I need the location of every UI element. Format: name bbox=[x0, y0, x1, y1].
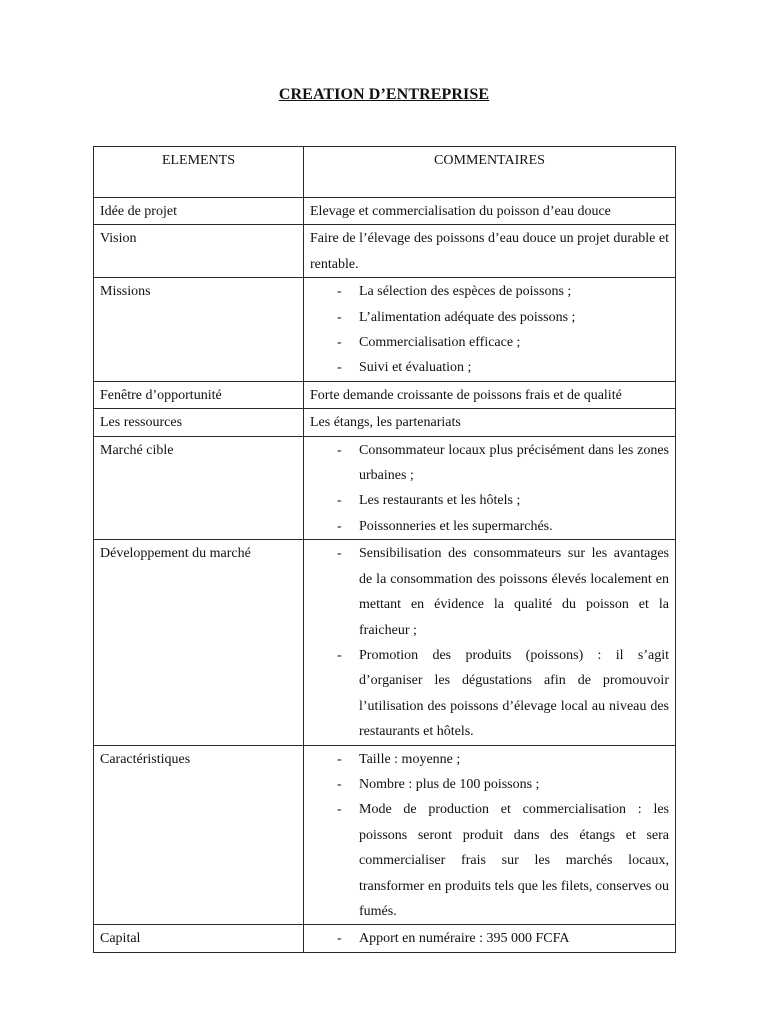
row-label-missions: Missions bbox=[94, 278, 304, 382]
dash-bullet: - bbox=[337, 309, 342, 325]
list-item bbox=[310, 643, 669, 745]
dash-bullet: - bbox=[337, 802, 342, 818]
list-item bbox=[310, 305, 669, 330]
list-item-text: Mode de production et commercialisation : les poissons seront produit dans des étangs et sera commercialiser frais sur les marchés locaux, transformer en produits tels que les filets, conserves ou fumés. bbox=[359, 802, 669, 919]
dash-bullet: - bbox=[337, 360, 342, 376]
document-title: CREATION D’ENTREPRISE bbox=[278, 86, 490, 103]
list-item-text: Consommateur locaux plus précisément dans les zones urbaines ; bbox=[359, 442, 669, 484]
dash-bullet: - bbox=[337, 647, 342, 663]
dash-bullet: - bbox=[337, 442, 342, 458]
table-row bbox=[94, 198, 676, 225]
list-item-text: Promotion des produits (poissons) : il s’agit d’organiser les dégustations afin de promouvoir l’utilisation des poissons d’élevage local au niveau des restaurants et hôtels. bbox=[359, 647, 669, 740]
row-label-marche-cible: Marché cible bbox=[94, 436, 304, 540]
list-item-text: Taille : moyenne ; bbox=[359, 751, 461, 767]
row-label-fenetre: Fenêtre d’opportunité bbox=[94, 381, 304, 408]
row-label-ressources: Les ressources bbox=[94, 409, 304, 436]
list-item-text: Poissonneries et les supermarchés. bbox=[359, 518, 553, 534]
table-row bbox=[94, 436, 676, 540]
table-row bbox=[94, 409, 676, 436]
row-label-developpement: Développement du marché bbox=[94, 540, 304, 745]
list-item bbox=[310, 355, 669, 380]
table-row bbox=[94, 925, 676, 952]
list-item-text: L’alimentation adéquate des poissons ; bbox=[359, 309, 576, 325]
table-header-row bbox=[94, 147, 676, 198]
dash-bullet: - bbox=[337, 335, 342, 351]
dash-bullet: - bbox=[337, 284, 342, 300]
list-item-text: Les restaurants et les hôtels ; bbox=[359, 493, 521, 509]
row-label-capital: Capital bbox=[94, 925, 304, 952]
row-text-idee: Elevage et commercialisation du poisson d’eau douce bbox=[304, 198, 676, 225]
list-item bbox=[310, 514, 669, 539]
row-list-missions bbox=[304, 278, 676, 382]
list-item-text: Commercialisation efficace ; bbox=[359, 335, 521, 351]
table-row bbox=[94, 745, 676, 925]
row-text-ressources: Les étangs, les partenariats bbox=[304, 409, 676, 436]
row-list-marche-cible bbox=[304, 436, 676, 540]
row-list-capital bbox=[304, 925, 676, 952]
list-item bbox=[310, 772, 669, 797]
list-item-text: Nombre : plus de 100 poissons ; bbox=[359, 776, 540, 792]
dash-bullet: - bbox=[337, 931, 342, 947]
dash-bullet: - bbox=[337, 776, 342, 792]
row-text-fenetre: Forte demande croissante de poissons frais et de qualité bbox=[304, 381, 676, 408]
list-item-text: Apport en numéraire : 395 000 FCFA bbox=[359, 931, 570, 947]
row-label-idee: Idée de projet bbox=[94, 198, 304, 225]
list-item bbox=[310, 747, 669, 772]
table-row bbox=[94, 540, 676, 745]
business-table bbox=[93, 146, 676, 953]
list-item bbox=[310, 330, 669, 355]
list-item-text: Sensibilisation des consommateurs sur les avantages de la consommation des poissons élevés localement en mettant en évidence la qualité du poisson et la fraicheur ; bbox=[359, 546, 669, 638]
row-list-developpement bbox=[304, 540, 676, 745]
header-elements: ELEMENTS bbox=[94, 147, 304, 198]
list-item-text: La sélection des espèces de poissons ; bbox=[359, 284, 572, 300]
dash-bullet: - bbox=[337, 751, 342, 767]
list-item bbox=[310, 541, 669, 643]
list-item bbox=[310, 279, 669, 304]
row-text-vision: Faire de l’élevage des poissons d’eau douce un projet durable et rentable. bbox=[304, 225, 676, 278]
dash-bullet: - bbox=[337, 518, 342, 534]
table-row bbox=[94, 225, 676, 278]
table-row bbox=[94, 381, 676, 408]
row-list-caracteristiques bbox=[304, 745, 676, 925]
table-row bbox=[94, 278, 676, 382]
list-item bbox=[310, 926, 669, 951]
dash-bullet: - bbox=[337, 493, 342, 509]
list-item-text: Suivi et évaluation ; bbox=[359, 360, 472, 376]
list-item bbox=[310, 488, 669, 513]
dash-bullet: - bbox=[337, 546, 342, 562]
row-label-vision: Vision bbox=[94, 225, 304, 278]
row-label-caracteristiques: Caractéristiques bbox=[94, 745, 304, 925]
list-item bbox=[310, 438, 669, 489]
header-commentaires: COMMENTAIRES bbox=[304, 147, 676, 198]
list-item bbox=[310, 797, 669, 924]
